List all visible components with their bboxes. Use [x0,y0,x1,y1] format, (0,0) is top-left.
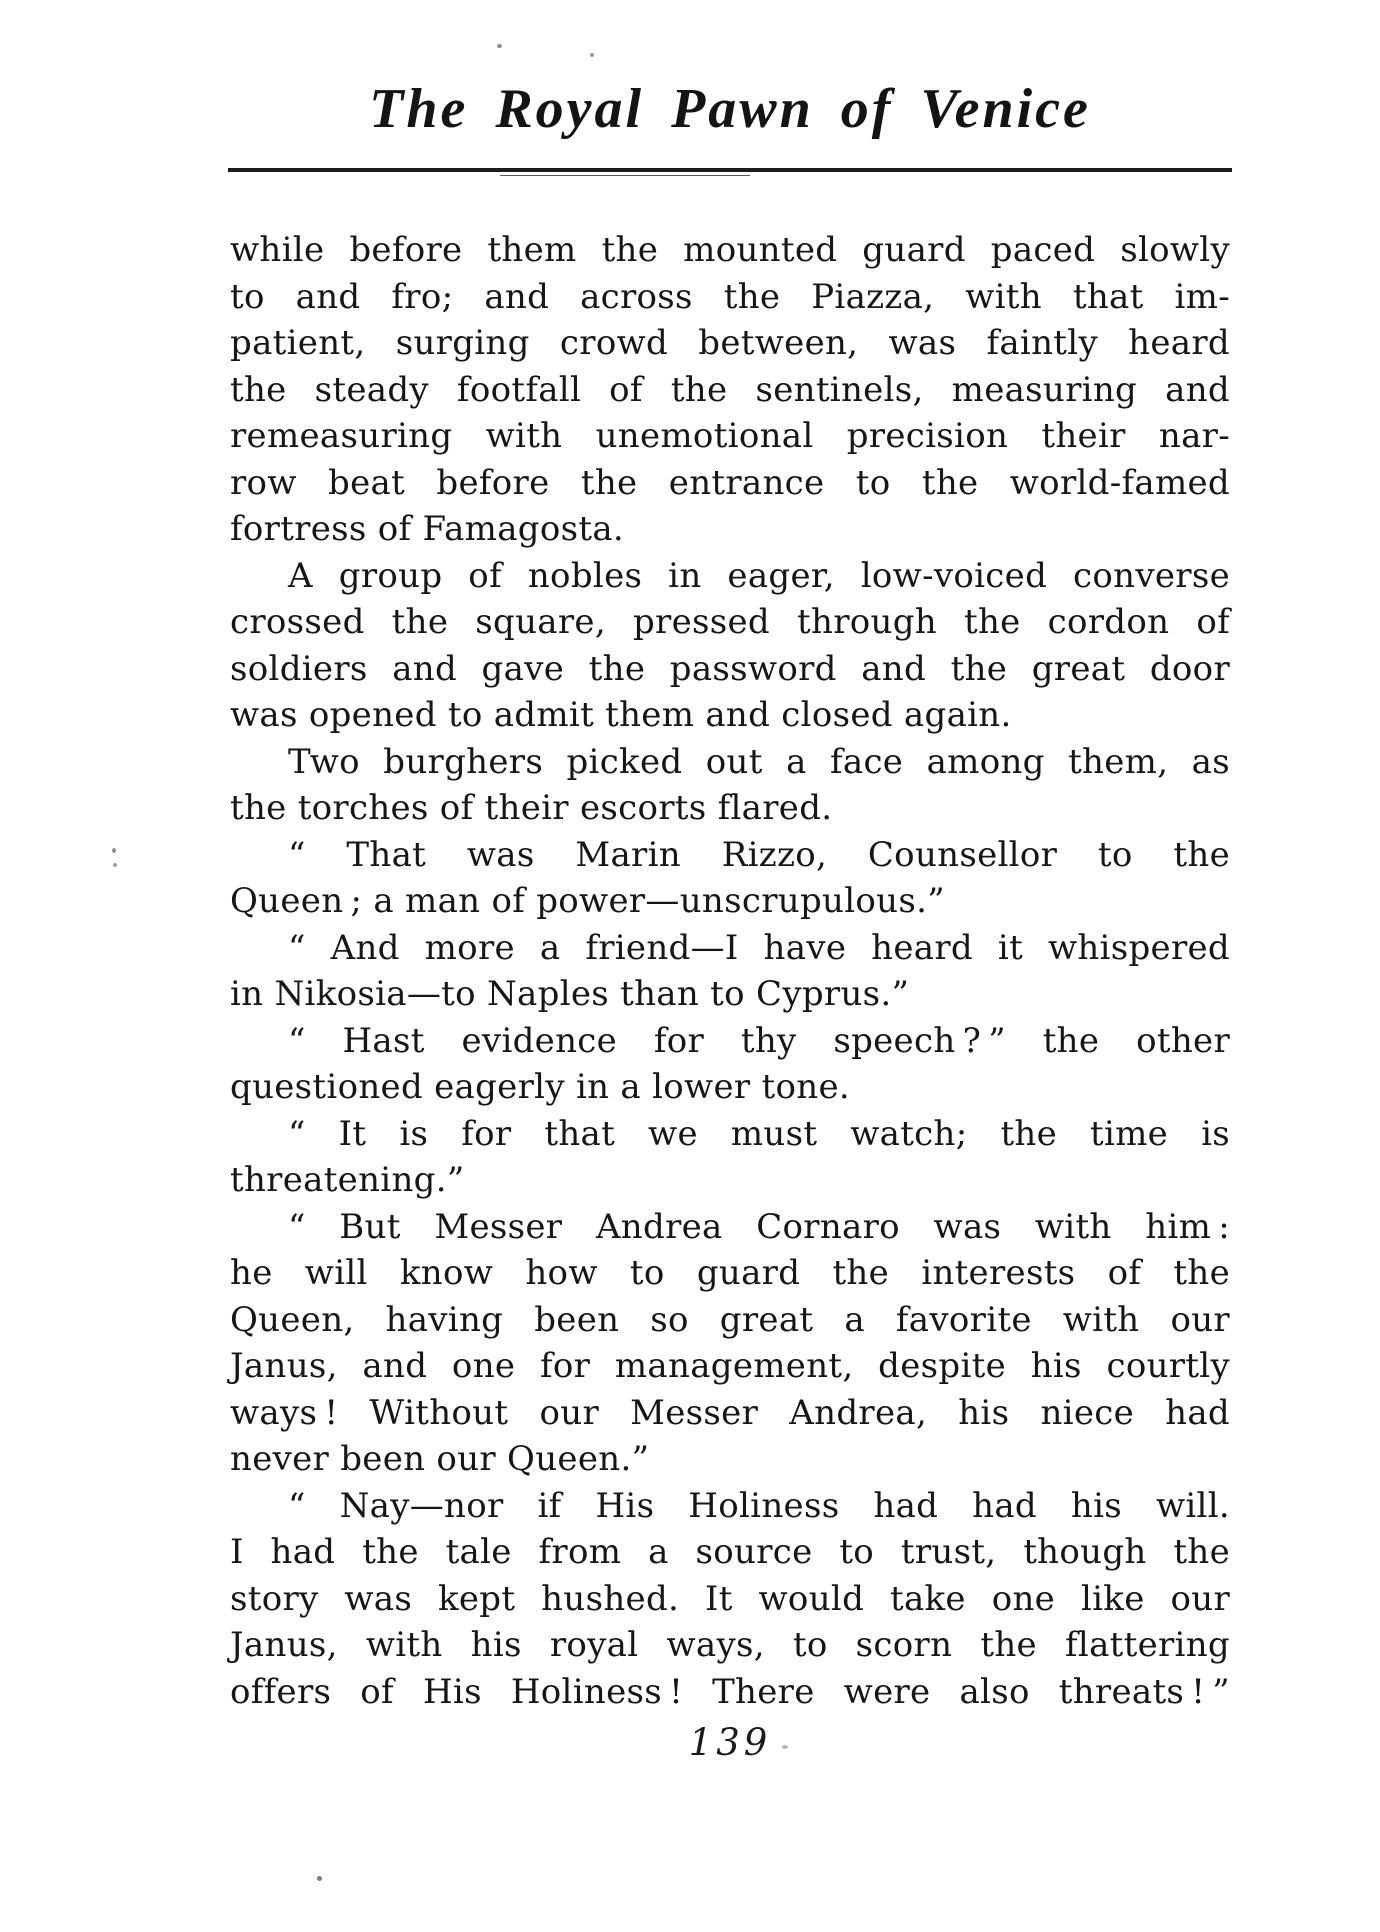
text-line: ways ! Without our Messer Andrea, his niece had [230,1392,1230,1433]
text-line: “ But Messer Andrea Cornaro was with him : [288,1206,1230,1247]
page-title: The Royal Pawn of Venice [369,78,1091,140]
text-line: soldiers and gave the password and the great door [230,648,1230,689]
text-line: never been our Queen.” [230,1439,650,1479]
text-line: was opened to admit them and closed again. [230,695,1012,735]
body-text [230,227,1230,1715]
scan-speck [317,1876,322,1881]
text-line: I had the tale from a source to trust, though the [230,1532,1230,1572]
paragraph [230,832,1230,925]
paragraph [230,1018,1230,1111]
scan-speck [497,44,502,48]
text-line: patient, surging crowd between, was faintly heard [230,323,1230,363]
text-line: Queen ; a man of power—unscrupulous.” [230,881,945,921]
text-line: threatening.” [230,1160,465,1200]
text-line: story was kept hushed. It would take one like our [230,1578,1230,1619]
text-line: to and fro; and across the Piazza, with that im- [230,276,1230,317]
scan-speck [112,848,116,853]
paragraph [230,553,1230,739]
paragraph [230,739,1230,832]
scan-speck [113,863,117,867]
text-line: Two burghers picked out a face among them, as [288,741,1230,782]
text-line: “ Hast evidence for thy speech ? ” the other [288,1020,1230,1061]
text-line: Janus, and one for management, despite his courtly [230,1346,1230,1386]
text-line: fortress of Famagosta. [230,509,624,549]
text-line: “ Nay—nor if His Holiness had had his will. [288,1485,1230,1526]
text-line: while before them the mounted guard paced slowly [230,230,1230,270]
text-line: row beat before the entrance to the world-famed [230,462,1230,503]
paragraph [230,1204,1230,1483]
text-line: the steady footfall of the sentinels, measuring and [230,369,1230,410]
scan-speck [590,53,594,57]
text-line: in Nikosia—to Naples than to Cyprus.” [230,974,910,1014]
text-line: offers of His Holiness ! There were also threats ! ” [230,1671,1230,1712]
page-number: 139 [688,1721,772,1764]
text-line: “ That was Marin Rizzo, Counsellor to the [288,834,1230,875]
text-line: the torches of their escorts flared. [230,788,833,828]
text-line: crossed the square, pressed through the cordon of [230,602,1230,642]
paragraph [230,1483,1230,1716]
text-line: Janus, with his royal ways, to scorn the flattering [230,1625,1230,1665]
text-line: “ It is for that we must watch; the time is [288,1113,1230,1154]
paragraph [230,1111,1230,1204]
text-line: he will know how to guard the interests of the [230,1253,1230,1293]
text-line: A group of nobles in eager, low-voiced converse [288,555,1230,596]
text-line: Queen, having been so great a favorite with our [230,1299,1230,1340]
header-rule-artifact [500,175,750,176]
header-rule [228,168,1232,172]
text-line: questioned eagerly in a lower tone. [230,1067,850,1107]
text-line: “ And more a friend—I have heard it whispered [288,927,1230,968]
paragraph [230,227,1230,553]
scan-speck [782,1745,788,1749]
paragraph [230,925,1230,1018]
text-line: remeasuring with unemotional precision their nar- [230,416,1230,456]
